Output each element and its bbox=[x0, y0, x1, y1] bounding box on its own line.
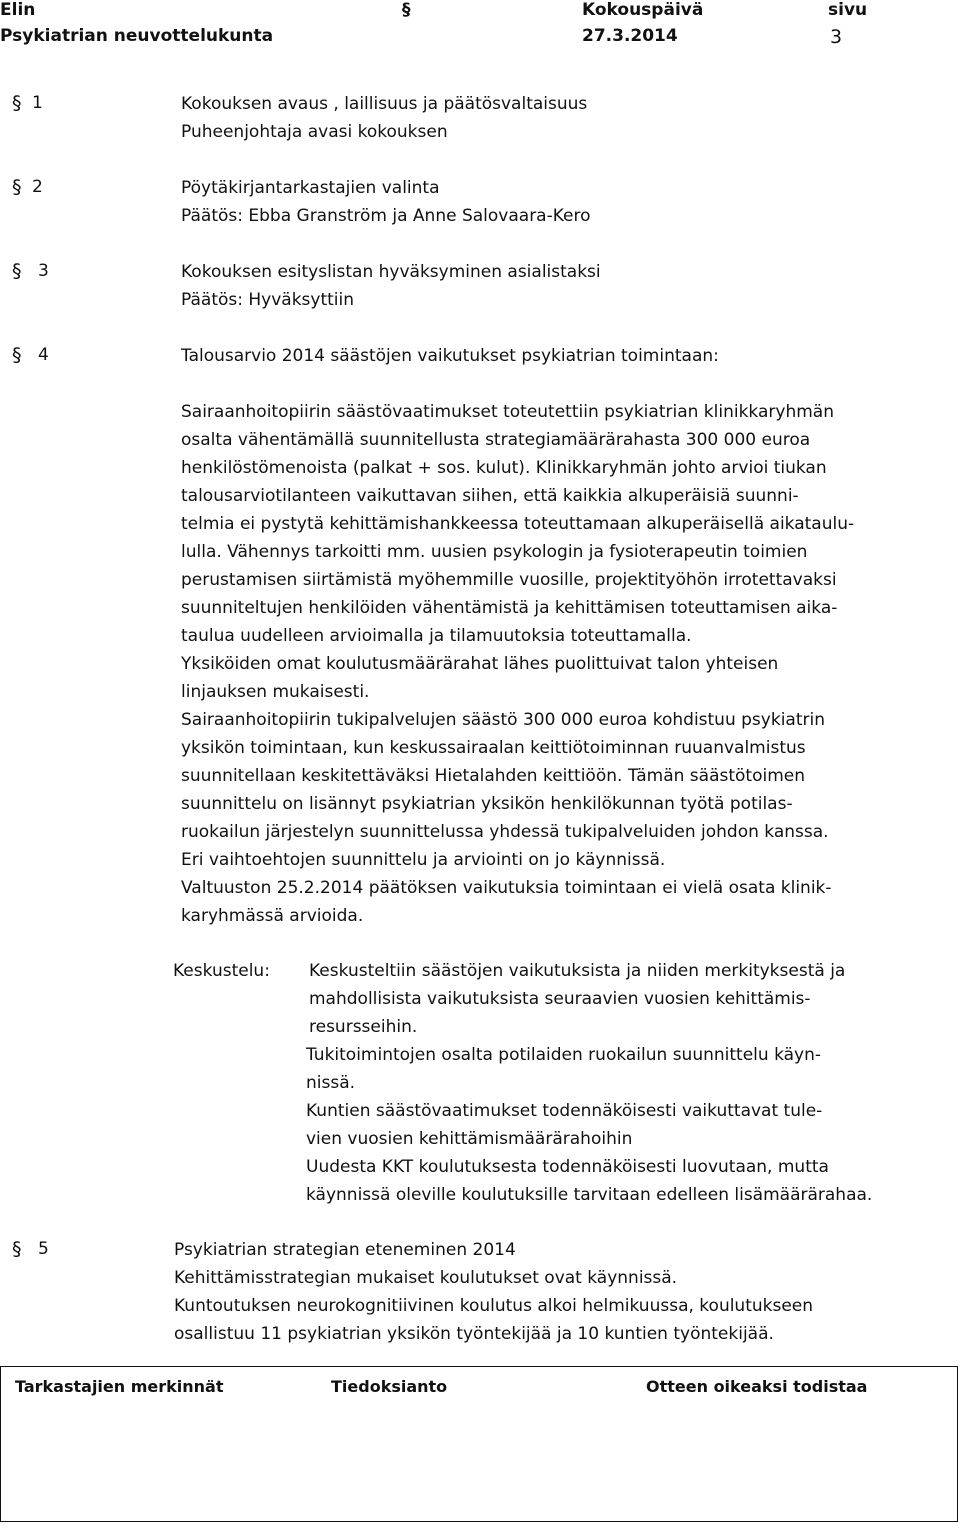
section-mark: § bbox=[12, 176, 22, 198]
item-title: Kokouksen esityslistan hyväksyminen asialistaksi bbox=[181, 262, 601, 282]
body-line: lulla. Vähennys tarkoitti mm. uusien psykologin ja fysioterapeutin toimien bbox=[181, 542, 808, 562]
discussion-line: resursseihin. bbox=[309, 1017, 418, 1037]
organ-name: Psykiatrian neuvottelukunta bbox=[0, 26, 274, 46]
discussion-line: nissä. bbox=[306, 1073, 356, 1093]
body-line: henkilöstömenoista (palkat + sos. kulut). Klinikkaryhmän johto arvioi tiukan bbox=[181, 458, 827, 478]
body-line: yksikön toimintaan, kun keskussairaalan keittiötoiminnan ruuanvalmistus bbox=[181, 738, 806, 758]
meeting-date: 27.3.2014 bbox=[582, 26, 678, 46]
discussion-line: Tukitoimintojen osalta potilaiden ruokailun suunnittelu käyn- bbox=[306, 1045, 822, 1065]
body-line: suunnitellaan keskitettäväksi Hietalahden keittiöön. Tämän säästötoimen bbox=[181, 766, 805, 786]
body-line: Eri vaihtoehtojen suunnittelu ja arviointi on jo käynnissä. bbox=[181, 850, 666, 870]
item-text: Päätös: Hyväksyttiin bbox=[181, 290, 355, 310]
discussion-line: mahdollisista vaikutuksista seuraavien vuosien kehittämis- bbox=[309, 989, 811, 1009]
discussion-line: Kuntien säästövaatimukset todennäköisesti vaikuttavat tule- bbox=[306, 1101, 823, 1121]
page-label: sivu bbox=[828, 0, 868, 20]
item-text: osallistuu 11 psykiatrian yksikön työntekijää ja 10 kuntien työntekijää. bbox=[174, 1324, 774, 1344]
item-text: Kuntoutuksen neurokognitiivinen koulutus alkoi helmikuussa, koulutukseen bbox=[174, 1296, 814, 1316]
body-line: ruokailun järjestelyn suunnittelussa yhdessä tukipalveluiden johdon kanssa. bbox=[181, 822, 829, 842]
body-line: linjauksen mukaisesti. bbox=[181, 682, 370, 702]
section-mark: § bbox=[12, 260, 22, 282]
organ-label: Elin bbox=[0, 0, 36, 20]
item-number: 1 bbox=[32, 93, 43, 113]
discussion-line: vien vuosien kehittämismäärärahoihin bbox=[306, 1129, 633, 1149]
item-text: Puheenjohtaja avasi kokouksen bbox=[181, 122, 448, 142]
body-line: Yksiköiden omat koulutusmäärärahat lähes puolittuivat talon yhteisen bbox=[181, 654, 779, 674]
body-line: osalta vähentämällä suunnitellusta strategiamäärärahasta 300 000 euroa bbox=[181, 430, 811, 450]
body-line: suunniteltujen henkilöiden vähentämistä ja kehittämisen toteuttamisen aika- bbox=[181, 598, 838, 618]
body-line: talousarviotilanteen vaikuttavan siihen, että kaikkia alkuperäisiä suunni- bbox=[181, 486, 799, 506]
discussion-line: käynnissä oleville koulutuksille tarvitaan edelleen lisämäärärahaa. bbox=[306, 1185, 873, 1205]
header-section-mark: § bbox=[402, 0, 411, 20]
item-title: Pöytäkirjantarkastajien valinta bbox=[181, 178, 440, 198]
item-number: 4 bbox=[38, 345, 49, 365]
discussion-label: Keskustelu: bbox=[173, 961, 270, 981]
discussion-line: Keskusteltiin säästöjen vaikutuksista ja niiden merkityksestä ja bbox=[309, 961, 846, 981]
item-title: Kokouksen avaus , laillisuus ja päätösvaltaisuus bbox=[181, 94, 588, 114]
body-line: suunnittelu on lisännyt psykiatrian yksikön henkilökunnan työtä potilas- bbox=[181, 794, 793, 814]
item-number: 2 bbox=[32, 177, 43, 197]
signature-box bbox=[0, 1366, 958, 1522]
discussion-line: Uudesta KKT koulutuksesta todennäköisesti luovutaan, mutta bbox=[306, 1157, 829, 1177]
body-line: perustamisen siirtämistä myöhemmille vuosille, projektityöhön irrotettavaksi bbox=[181, 570, 837, 590]
body-line: telmia ei pystytä kehittämishankkeessa toteuttamaan alkuperäisellä aikataulu- bbox=[181, 514, 855, 534]
date-label: Kokouspäivä bbox=[582, 0, 704, 20]
notification-label: Tiedoksianto bbox=[331, 1377, 448, 1396]
body-line: Valtuuston 25.2.2014 päätöksen vaikutuksia toimintaan ei vielä osata klinik- bbox=[181, 878, 832, 898]
reviewers-notes-label: Tarkastajien merkinnät bbox=[15, 1377, 224, 1396]
body-line: Sairaanhoitopiirin säästövaatimukset toteutettiin psykiatrian klinikkaryhmän bbox=[181, 402, 834, 422]
item-text: Kehittämisstrategian mukaiset koulutukset ovat käynnissä. bbox=[174, 1268, 678, 1288]
page-number: 3 bbox=[830, 26, 843, 48]
section-mark: § bbox=[12, 92, 22, 114]
body-line: taulua uudelleen arvioimalla ja tilamuutoksia toteuttamalla. bbox=[181, 626, 692, 646]
body-line: karyhmässä arvioida. bbox=[181, 906, 364, 926]
item-number: 3 bbox=[38, 261, 49, 281]
section-mark: § bbox=[12, 1238, 22, 1260]
certified-copy-label: Otteen oikeaksi todistaa bbox=[646, 1377, 868, 1396]
body-line: Sairaanhoitopiirin tukipalvelujen säästö 300 000 euroa kohdistuu psykiatrin bbox=[181, 710, 825, 730]
item-text: Päätös: Ebba Granström ja Anne Salovaara-Kero bbox=[181, 206, 591, 226]
item-title: Talousarvio 2014 säästöjen vaikutukset psykiatrian toimintaan: bbox=[181, 346, 719, 366]
item-title: Psykiatrian strategian eteneminen 2014 bbox=[174, 1240, 516, 1260]
section-mark: § bbox=[12, 344, 22, 366]
item-number: 5 bbox=[38, 1239, 49, 1259]
